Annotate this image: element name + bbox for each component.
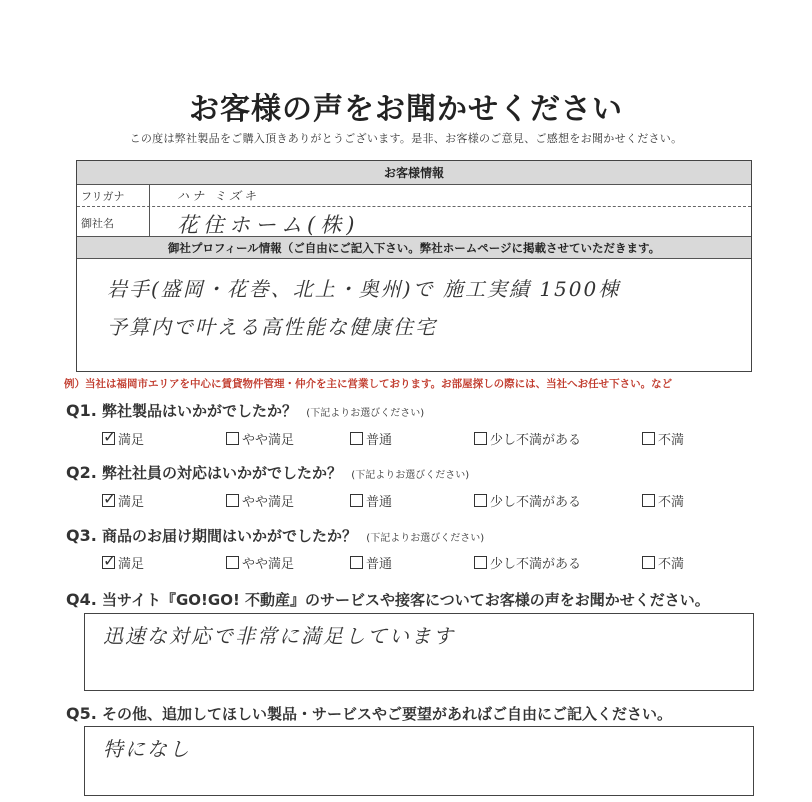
intro-text: この度は弊社製品をご購入頂きありがとうございます。是非、お客様のご意見、ご感想をお聞かせください。 [129, 132, 683, 145]
q3-choices [102, 553, 722, 573]
option-label: やや満足 [242, 495, 295, 510]
q1-option-satisfied[interactable] [102, 429, 144, 448]
checkbox[interactable] [642, 494, 655, 507]
option-label: 少し不満がある [490, 557, 582, 572]
q2-option-somewhat-dissatisfied[interactable] [474, 491, 581, 510]
company-name-divider [149, 207, 150, 237]
q3-option-neutral[interactable] [350, 553, 392, 572]
company-name-row [77, 207, 751, 237]
checkbox[interactable] [226, 494, 239, 507]
option-label: やや満足 [242, 557, 295, 572]
checkbox[interactable] [474, 432, 487, 445]
q3-title [66, 525, 484, 546]
q3-option-dissatisfied[interactable] [642, 553, 684, 572]
checkbox[interactable] [474, 556, 487, 569]
furigana-label: フリガナ [81, 190, 125, 203]
q4-text: 当サイト『GO!GO! 不動産』のサービスや接客についてお客様の声をお聞かせください。 [102, 591, 710, 609]
furigana-divider [149, 185, 150, 207]
option-label: 普通 [366, 557, 393, 572]
q3-hint: (下記よりお選びください) [366, 533, 485, 544]
q3-option-satisfied[interactable] [102, 553, 144, 572]
option-label: 不満 [658, 557, 685, 572]
check-mark-icon: ✓ [103, 489, 117, 508]
q4-title [66, 589, 710, 610]
q1-option-neutral[interactable] [350, 429, 392, 448]
q1-choices [102, 429, 722, 449]
q5-text: その他、追加してほしい製品・サービスやご要望があればご自由にご記入ください。 [102, 705, 673, 723]
q1-option-dissatisfied[interactable] [642, 429, 684, 448]
check-mark-icon: ✓ [103, 551, 117, 570]
option-label: 満足 [118, 557, 145, 572]
q4-answer-box[interactable] [84, 613, 754, 691]
q5-number: Q5. [66, 704, 97, 723]
checkbox[interactable] [102, 551, 117, 570]
checkbox[interactable] [350, 432, 363, 445]
checkbox[interactable] [350, 494, 363, 507]
checkbox[interactable] [474, 494, 487, 507]
q3-option-somewhat-satisfied[interactable] [226, 553, 294, 572]
option-label: 普通 [366, 433, 393, 448]
option-label: 満足 [118, 495, 145, 510]
profile-line-1: 岩手(盛岡・花巻、北上・奥州)で 施工実績 1500棟 [107, 277, 621, 301]
q4-number: Q4. [66, 590, 97, 609]
q4-answer: 迅速な対応で非常に満足しています [103, 624, 455, 648]
checkbox[interactable] [102, 427, 117, 446]
q2-option-somewhat-satisfied[interactable] [226, 491, 294, 510]
q1-option-somewhat-dissatisfied[interactable] [474, 429, 581, 448]
profile-header: 御社プロフィール情報（ご自由にご記入下さい。弊社ホームページに掲載させていただきます。 [77, 237, 751, 259]
form-title: お客様の声をお聞かせください [189, 92, 623, 127]
company-name-label: 御社名 [81, 217, 114, 230]
q3-text: 商品のお届け期間はいかがでしたか？ [102, 527, 358, 545]
checkbox[interactable] [642, 432, 655, 445]
q2-option-satisfied[interactable] [102, 491, 144, 510]
example-note: 例）当社は福岡市エリアを中心に賃貸物件管理・仲介を主に営業しております。お部屋探しの際には、当社へお任せ下さい。など [64, 378, 673, 390]
option-label: 不満 [658, 433, 685, 448]
q1-option-somewhat-satisfied[interactable] [226, 429, 294, 448]
furigana-value: ハナ ミズキ [177, 189, 259, 203]
option-label: やや満足 [242, 433, 295, 448]
q2-choices [102, 491, 722, 511]
q3-number: Q3. [66, 526, 97, 545]
q2-title [66, 462, 469, 483]
profile-line-2: 予算内で叶える高性能な健康住宅 [107, 315, 437, 339]
option-label: 少し不満がある [490, 495, 582, 510]
check-mark-icon: ✓ [103, 427, 117, 446]
option-label: 普通 [366, 495, 393, 510]
customer-info-box [76, 160, 752, 372]
q5-title [66, 703, 672, 724]
q2-text: 弊社社員の対応はいかがでしたか？ [102, 464, 343, 482]
checkbox[interactable] [226, 432, 239, 445]
q2-option-dissatisfied[interactable] [642, 491, 684, 510]
company-name-value: 花住ホーム(株) [177, 213, 360, 237]
q5-answer: 特になし [103, 737, 191, 761]
q2-option-neutral[interactable] [350, 491, 392, 510]
checkbox[interactable] [226, 556, 239, 569]
q1-number: Q1. [66, 401, 97, 420]
checkbox[interactable] [642, 556, 655, 569]
q1-text: 弊社製品はいかがでしたか？ [102, 402, 298, 420]
customer-info-header: お客様情報 [77, 161, 751, 185]
q5-answer-box[interactable] [84, 726, 754, 796]
q3-option-somewhat-dissatisfied[interactable] [474, 553, 581, 572]
option-label: 不満 [658, 495, 685, 510]
q1-title [66, 400, 424, 421]
option-label: 少し不満がある [490, 433, 582, 448]
checkbox[interactable] [102, 489, 117, 508]
furigana-row [77, 185, 751, 207]
option-label: 満足 [118, 433, 145, 448]
q1-hint: (下記よりお選びください) [306, 408, 425, 419]
checkbox[interactable] [350, 556, 363, 569]
q2-number: Q2. [66, 463, 97, 482]
q2-hint: (下記よりお選びください) [351, 470, 470, 481]
